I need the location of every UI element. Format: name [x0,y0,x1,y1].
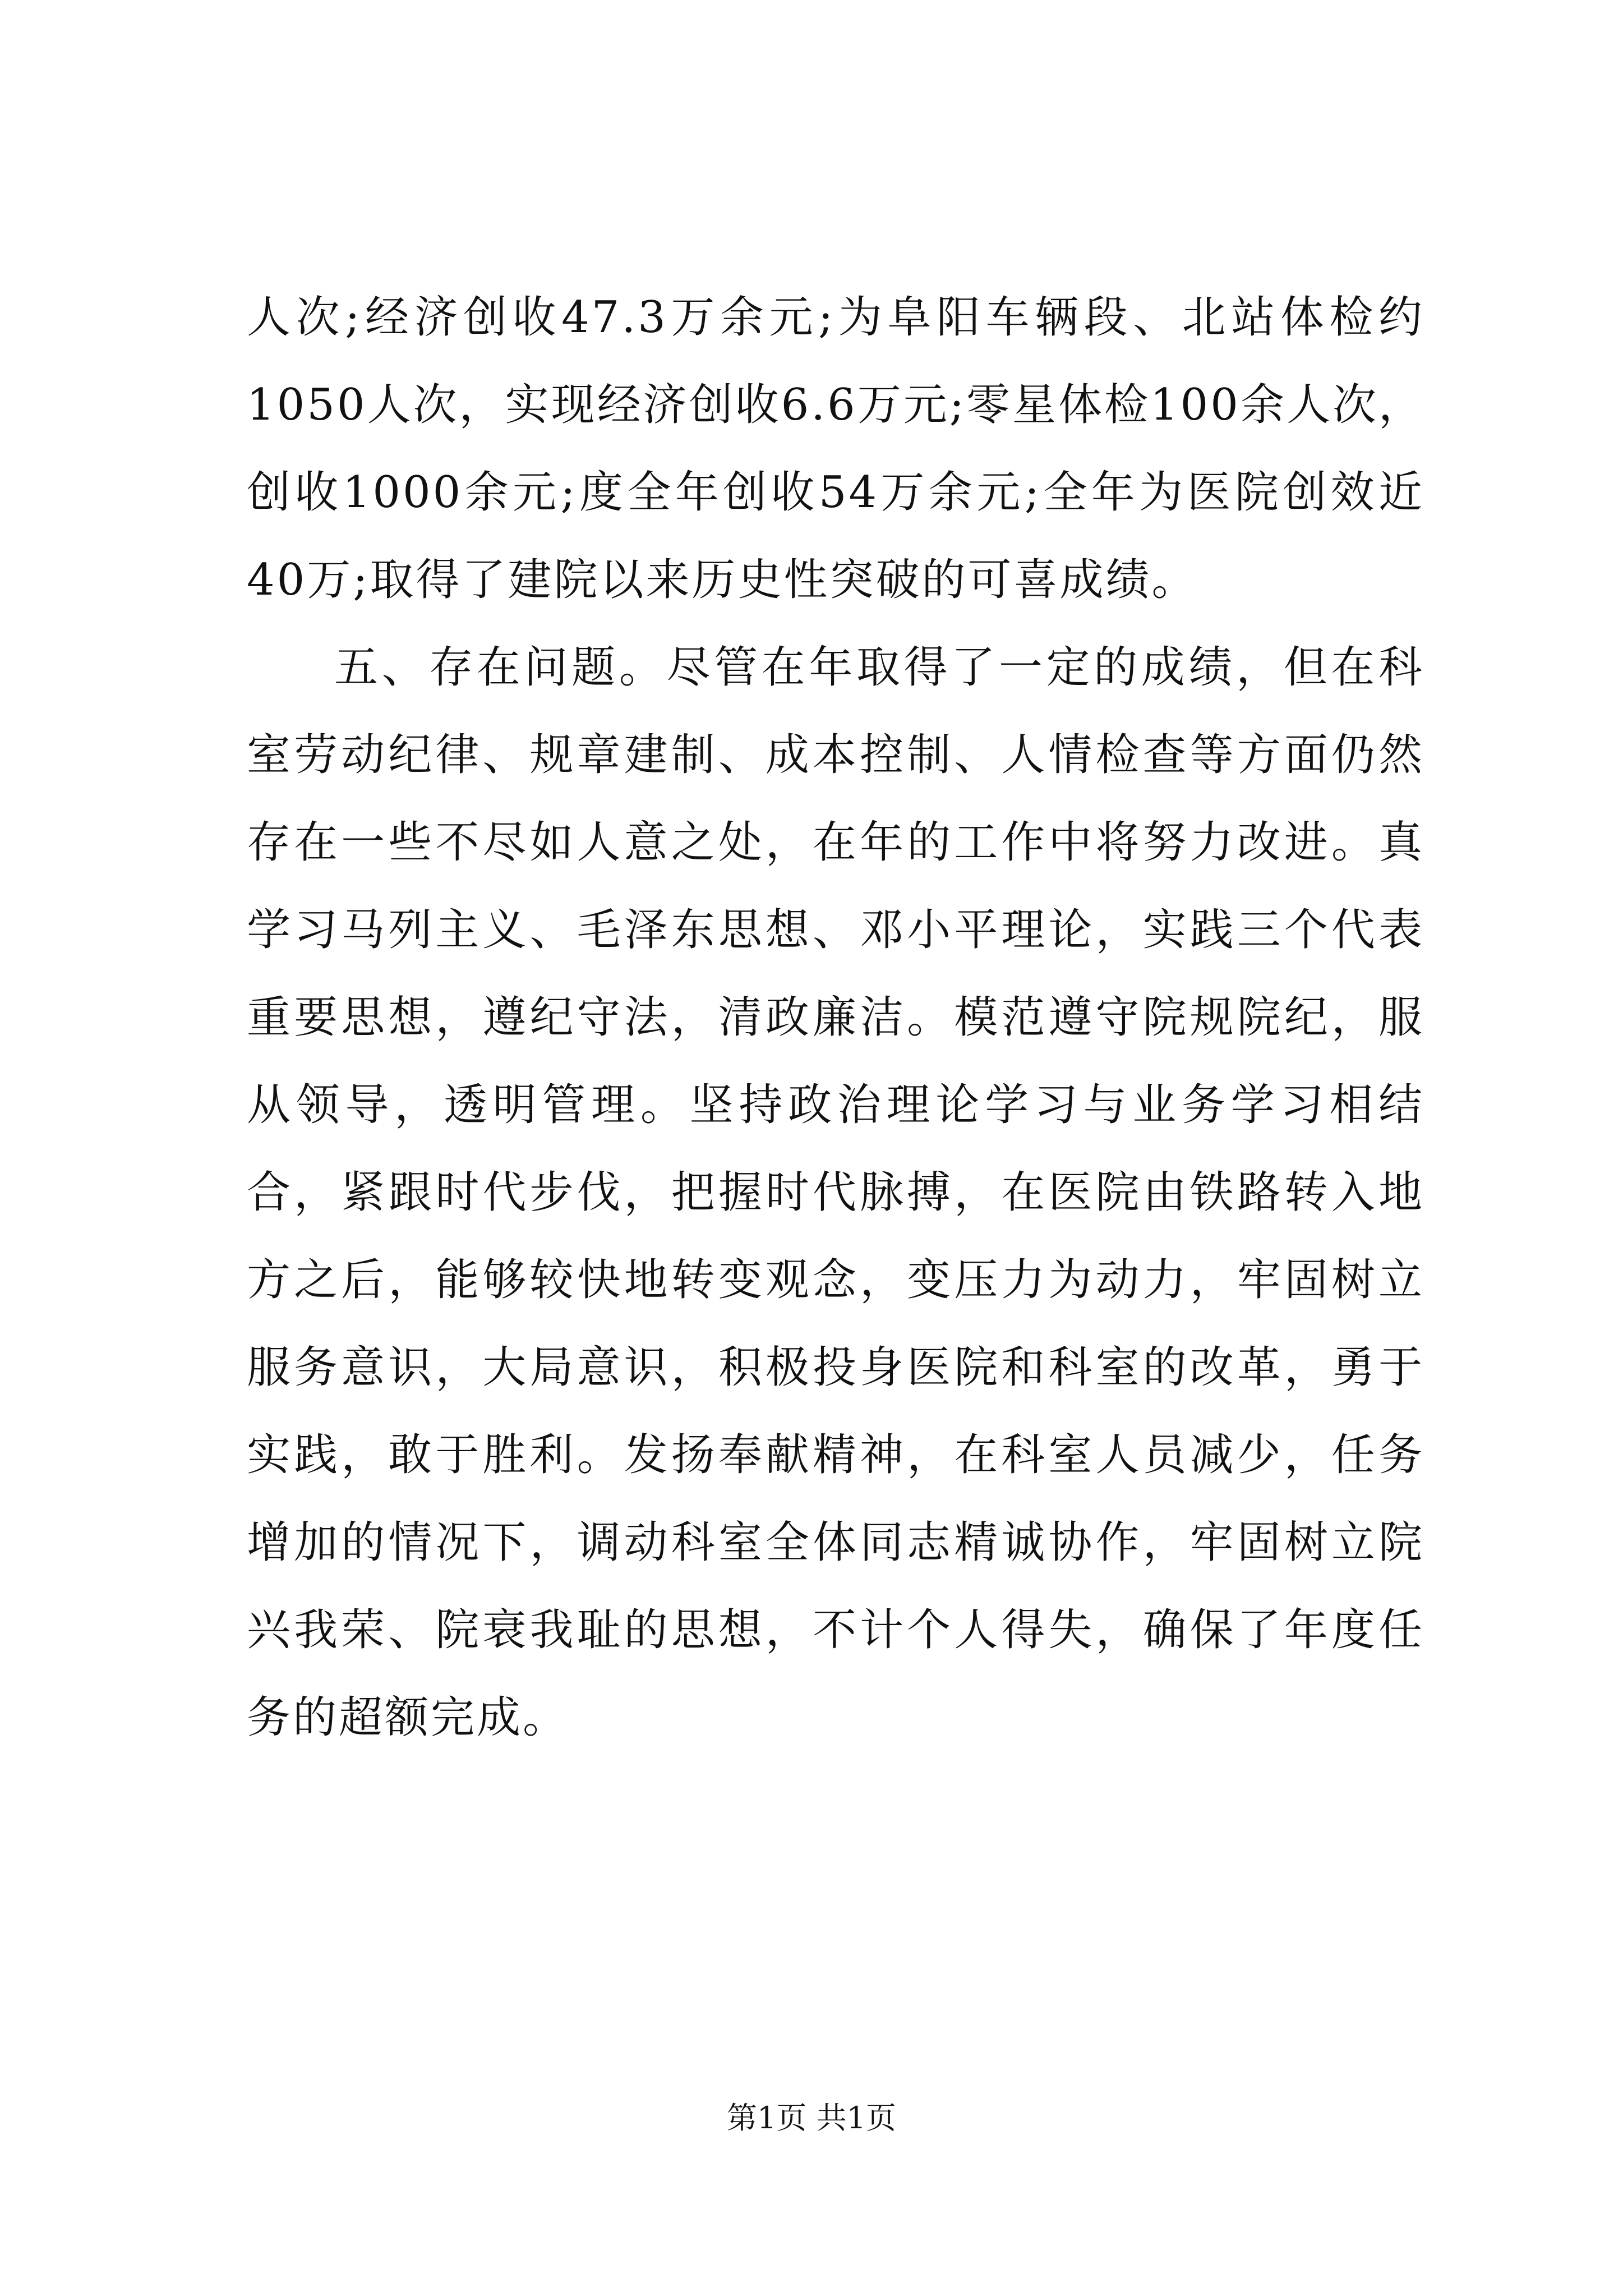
paragraph-continuation: 人次;经济创收47.3万余元;为阜阳车辆段、北站体检约1050人次，实现经济创收6.6万元;零星体检100余人次，创收1000余元;度全年创收54万余元;全年为医院创效近40万;取得了建院以来历史性突破的可喜成绩。 [247,292,1424,605]
document-body [247,274,1424,1761]
paragraph-section-five: 五、存在问题。尽管在年取得了一定的成绩，但在科室劳动纪律、规章建制、成本控制、人情检查等方面仍然存在一些不尽如人意之处，在年的工作中将努力改进。真学习马列主义、毛泽东思想、邓小平理论，实践三个代表重要思想，遵纪守法，清政廉洁。模范遵守院规院纪，服从领导，透明管理。坚持政治理论学习与业务学习相结合，紧跟时代步伐，把握时代脉搏，在医院由铁路转入地方之后，能够较快地转变观念，变压力为动力，牢固树立服务意识，大局意识，积极投身医院和科室的改革，勇于实践，敢于胜利。发扬奉献精神，在科室人员减少，任务增加的情况下，调动科室全体同志精诚协作，牢固树立院兴我荣、院衰我耻的思想，不计个人得失，确保了年度任务的超额完成。 [247,642,1424,1743]
page-footer [0,2098,1623,2138]
page-number-label: 第1页 共1页 [727,2100,896,2136]
